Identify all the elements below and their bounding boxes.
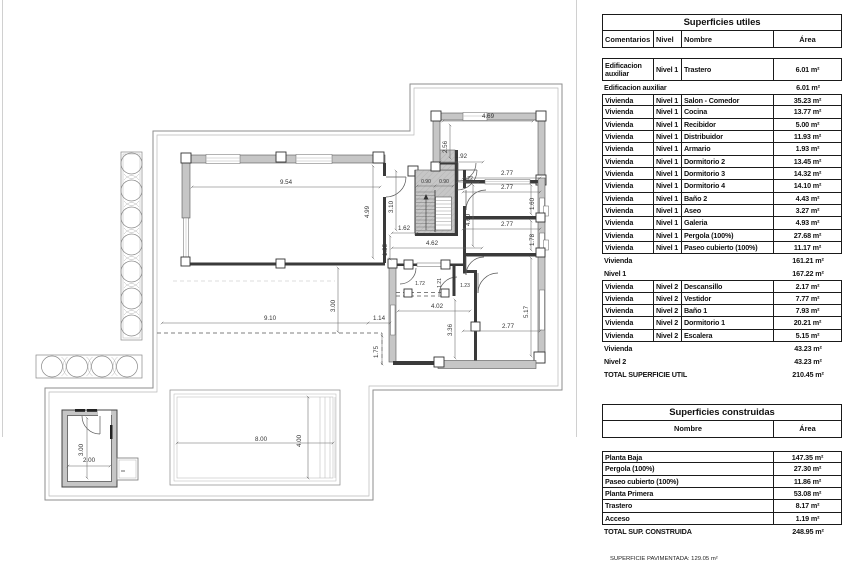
- cell-nivel: Nivel 2: [653, 317, 681, 328]
- cell-area: 11.86 m²: [773, 476, 841, 487]
- cell-nivel: Nivel 1: [653, 143, 681, 154]
- paved-surface-note: SUPERFICIE PAVIMENTADA: 129.05 m²: [610, 556, 718, 562]
- cell-area: 5.00 m²: [773, 119, 841, 130]
- cell-nombre: Trastero: [681, 59, 773, 80]
- table-row: [602, 156, 842, 168]
- dim-label: 1.14: [372, 315, 386, 322]
- cell-area: 147.35 m²: [773, 452, 841, 462]
- cell-comentarios: Vivienda: [605, 144, 634, 154]
- subtotal-row: [602, 254, 842, 267]
- column-header-area2: Área: [773, 421, 841, 437]
- dim-label: 1.62: [397, 225, 411, 232]
- column-header-area: Área: [773, 31, 841, 47]
- subtotal-label: Vivienda: [604, 343, 633, 353]
- column-header-comentarios: Comentarios: [605, 34, 651, 44]
- dim-label: 4.99: [364, 205, 371, 219]
- cell-comentarios: Vivienda: [605, 206, 634, 216]
- cell-comentarios: Vivienda: [605, 293, 634, 303]
- dim-label: 4.62: [425, 240, 439, 247]
- cell-comentarios: Vivienda: [605, 281, 634, 291]
- dim-label: 1.60: [529, 197, 536, 211]
- dim-label: 1.72: [415, 281, 425, 287]
- cell-nivel: Nivel 1: [653, 168, 681, 179]
- table-row: [602, 293, 842, 305]
- cell-comentarios: Vivienda: [605, 306, 634, 316]
- dim-label: 2.56: [442, 140, 449, 154]
- cell-comentarios: Vivienda: [605, 318, 634, 328]
- table-row: [602, 500, 842, 512]
- cell-nombre: Escalera: [681, 330, 773, 341]
- cell-nombre: Paseo cubierto (100%): [681, 242, 773, 253]
- table-title-superficies-construidas: Superficies construidas: [602, 404, 842, 421]
- dim-label: 1.21: [437, 278, 443, 288]
- cell-nombre: Dormitorio 4: [681, 180, 773, 191]
- cell-nivel: Nivel 2: [653, 293, 681, 304]
- table-row: [602, 180, 842, 192]
- access-pad: [117, 458, 138, 480]
- cell-nivel: Nivel 1: [653, 119, 681, 130]
- dim-label: 2.77: [500, 184, 514, 191]
- cell-nombre: Dormitorio 1: [681, 317, 773, 328]
- table-row: [602, 451, 842, 463]
- table-row: [602, 513, 842, 525]
- cell-nombre: Armario: [681, 143, 773, 154]
- dim-label: 8.00: [254, 436, 268, 443]
- dim-label: 2.77: [501, 323, 515, 330]
- cell-area: 4.93 m²: [773, 217, 841, 228]
- cell-nombre: Recibidor: [681, 119, 773, 130]
- subtotal-area: 43.23 m²: [794, 343, 822, 353]
- dim-label: 3.00: [330, 299, 337, 313]
- subtotal-row: [602, 355, 842, 368]
- cell-comentarios: Vivienda: [605, 119, 634, 129]
- cell-area: 11.93 m²: [773, 131, 841, 142]
- cell-nombre: Aseo: [681, 205, 773, 216]
- subtotal-area: 161.21 m²: [792, 256, 824, 266]
- table-title-superficies-utiles: Superficies utiles: [602, 14, 842, 31]
- dim-label: 2.00: [82, 457, 96, 464]
- storage-building: [62, 409, 117, 487]
- table-row: [602, 330, 842, 342]
- cell-nivel: Nivel 1: [653, 131, 681, 142]
- cell-nivel: Nivel 1: [653, 106, 681, 117]
- table-row: [602, 476, 842, 488]
- cell-nombre: Planta Primera: [605, 489, 654, 499]
- cell-nivel: Nivel 1: [653, 217, 681, 228]
- dim-label: 4.69: [481, 113, 495, 120]
- cell-comentarios: Vivienda: [605, 95, 634, 105]
- dim-label: 0.90: [439, 179, 449, 185]
- cell-nivel: Nivel 1: [653, 156, 681, 167]
- cell-nombre: Distribuidor: [681, 131, 773, 142]
- subtotal-label: TOTAL SUP. CONSTRUIDA: [604, 526, 692, 536]
- table-row: [602, 143, 842, 155]
- cell-nombre: Dormitorio 3: [681, 168, 773, 179]
- cell-nombre: Planta Baja: [605, 452, 643, 462]
- cell-nivel: Nivel 2: [653, 305, 681, 316]
- cell-nivel: Nivel 1: [653, 205, 681, 216]
- dim-label: 1.75: [373, 345, 380, 359]
- cell-area: 14.32 m²: [773, 168, 841, 179]
- cell-comentarios: Vivienda: [605, 132, 634, 142]
- cell-area: 1.93 m²: [773, 143, 841, 154]
- cell-area: 20.21 m²: [773, 317, 841, 328]
- cell-nombre: Dormitorio 2: [681, 156, 773, 167]
- cell-comentarios: Vivienda: [605, 169, 634, 179]
- subtotal-label: Vivienda: [604, 256, 633, 266]
- cell-area: 1.19 m²: [773, 513, 841, 524]
- cell-nivel: Nivel 1: [653, 59, 681, 80]
- table-row: [602, 94, 842, 106]
- table-row: [602, 58, 842, 81]
- dim-label: 4.00: [296, 434, 303, 448]
- cell-nombre: Paseo cubierto (100%): [605, 476, 679, 486]
- subtotal-area: 248.95 m²: [792, 526, 824, 536]
- subtotal-label: Edificacion auxiliar: [604, 83, 667, 92]
- dim-label: 1.23: [460, 283, 470, 289]
- cell-nombre: Trastero: [605, 501, 633, 511]
- cell-nivel: Nivel 1: [653, 193, 681, 204]
- cell-area: 13.45 m²: [773, 156, 841, 167]
- table-row: [602, 168, 842, 180]
- column-header-nombre: Nombre: [681, 31, 773, 47]
- cell-area: 27.68 m²: [773, 230, 841, 241]
- subtotal-label: Nivel 2: [604, 356, 627, 366]
- cell-nombre: Baño 1: [681, 305, 773, 316]
- table-row: [602, 106, 842, 118]
- subtotal-label: Nivel 1: [604, 269, 627, 279]
- table-row: [602, 230, 842, 242]
- table-row: [602, 131, 842, 143]
- surface-tables-panel: [602, 14, 842, 562]
- subtotal-area: 210.45 m²: [792, 369, 824, 379]
- property-boundary: [45, 84, 562, 500]
- cell-nivel: Nivel 1: [653, 230, 681, 241]
- subtotal-row: [602, 267, 842, 280]
- dim-label: 1.92: [454, 153, 468, 160]
- subtotal-label: TOTAL SUPERFICIE UTIL: [604, 369, 688, 379]
- cell-nivel: Nivel 1: [653, 180, 681, 191]
- cell-area: 27.30 m²: [773, 463, 841, 474]
- cell-nivel: Nivel 1: [653, 95, 681, 105]
- dim-label: 1.22: [463, 176, 473, 182]
- cell-area: 7.93 m²: [773, 305, 841, 316]
- cell-nivel: Nivel 2: [653, 330, 681, 341]
- utiles-header: [602, 31, 842, 48]
- dim-label: 3.00: [78, 443, 85, 457]
- cell-nombre: Galeria: [681, 217, 773, 228]
- cell-area: 4.43 m²: [773, 193, 841, 204]
- cell-area: 5.15 m²: [773, 330, 841, 341]
- cell-comentarios: Vivienda: [605, 218, 634, 228]
- trees-horizontal: [36, 355, 142, 378]
- cell-comentarios: Vivienda: [605, 230, 634, 240]
- cell-area: 11.17 m²: [773, 242, 841, 253]
- construidas-header: [602, 421, 842, 438]
- cell-area: 53.08 m²: [773, 488, 841, 499]
- cell-nivel: Nivel 2: [653, 281, 681, 291]
- table-row: [602, 193, 842, 205]
- dim-label: 5.17: [523, 305, 530, 319]
- main-room: [181, 152, 406, 268]
- dimension-labels: [78, 113, 536, 464]
- cell-comentarios: Vivienda: [605, 156, 634, 166]
- table-row: [602, 280, 842, 292]
- cell-nombre: Descansillo: [681, 281, 773, 291]
- table-row: [602, 217, 842, 229]
- column-header-nombre2: Nombre: [674, 424, 702, 434]
- cell-comentarios: Vivienda: [605, 330, 634, 340]
- cell-nombre: Baño 2: [681, 193, 773, 204]
- table-row: [602, 488, 842, 500]
- cell-area: 8.17 m²: [773, 500, 841, 511]
- cell-nombre: Vestidor: [681, 293, 773, 304]
- cell-area: 13.77 m²: [773, 106, 841, 117]
- table-row: [602, 463, 842, 475]
- cell-comentarios: Vivienda: [605, 243, 634, 253]
- construidas-rows: [602, 451, 842, 538]
- table-row: [602, 119, 842, 131]
- dim-label: 9.54: [279, 179, 293, 186]
- dim-label: 4.60: [465, 213, 472, 227]
- dim-label: 3.10: [388, 200, 395, 214]
- dim-label: 4.02: [430, 303, 444, 310]
- total-row: [602, 368, 842, 381]
- table-row: [602, 305, 842, 317]
- cell-area: 2.17 m²: [773, 281, 841, 291]
- cell-area: 35.23 m²: [773, 95, 841, 105]
- dim-label: 2.77: [500, 221, 514, 228]
- cell-area: 7.77 m²: [773, 293, 841, 304]
- dim-label: 1.35: [382, 243, 389, 257]
- cell-nombre: Pergola (100%): [605, 464, 655, 474]
- cell-area: 3.27 m²: [773, 205, 841, 216]
- lower-rooms: [388, 259, 536, 369]
- dim-label: 2.77: [500, 170, 514, 177]
- cell-nombre: Salon - Comedor: [681, 95, 773, 105]
- dim-label: 1.78: [529, 233, 536, 247]
- cell-nombre: Cocina: [681, 106, 773, 117]
- cell-nivel: Nivel 1: [653, 242, 681, 253]
- subtotal-row: [602, 81, 842, 94]
- dim-label: 9.10: [263, 315, 277, 322]
- cell-comentarios: Vivienda: [605, 107, 634, 117]
- cell-area: 6.01 m²: [773, 59, 841, 80]
- table-row: [602, 205, 842, 217]
- total-row: [602, 525, 842, 538]
- subtotal-row: [602, 342, 842, 355]
- cell-comentarios: Vivienda: [605, 193, 634, 203]
- cell-nombre: Pergola (100%): [681, 230, 773, 241]
- table-row: [602, 317, 842, 329]
- subtotal-area: 43.23 m²: [794, 356, 822, 366]
- subtotal-area: 167.22 m²: [792, 269, 824, 279]
- cell-comentarios: Vivienda: [605, 181, 634, 191]
- subtotal-area: 6.01 m²: [796, 83, 820, 92]
- cell-nombre: Acceso: [605, 513, 630, 523]
- column-header-nivel: Nivel: [653, 31, 681, 47]
- table-row: [602, 242, 842, 254]
- pergola-outline: [157, 281, 382, 366]
- trees-vertical: [121, 152, 142, 340]
- dim-label: 3.36: [447, 323, 454, 337]
- utiles-rows: [602, 58, 842, 381]
- cell-comentarios: Edificacion auxiliar: [605, 61, 642, 78]
- cell-area: 14.10 m²: [773, 180, 841, 191]
- dim-label: 0.90: [421, 179, 431, 185]
